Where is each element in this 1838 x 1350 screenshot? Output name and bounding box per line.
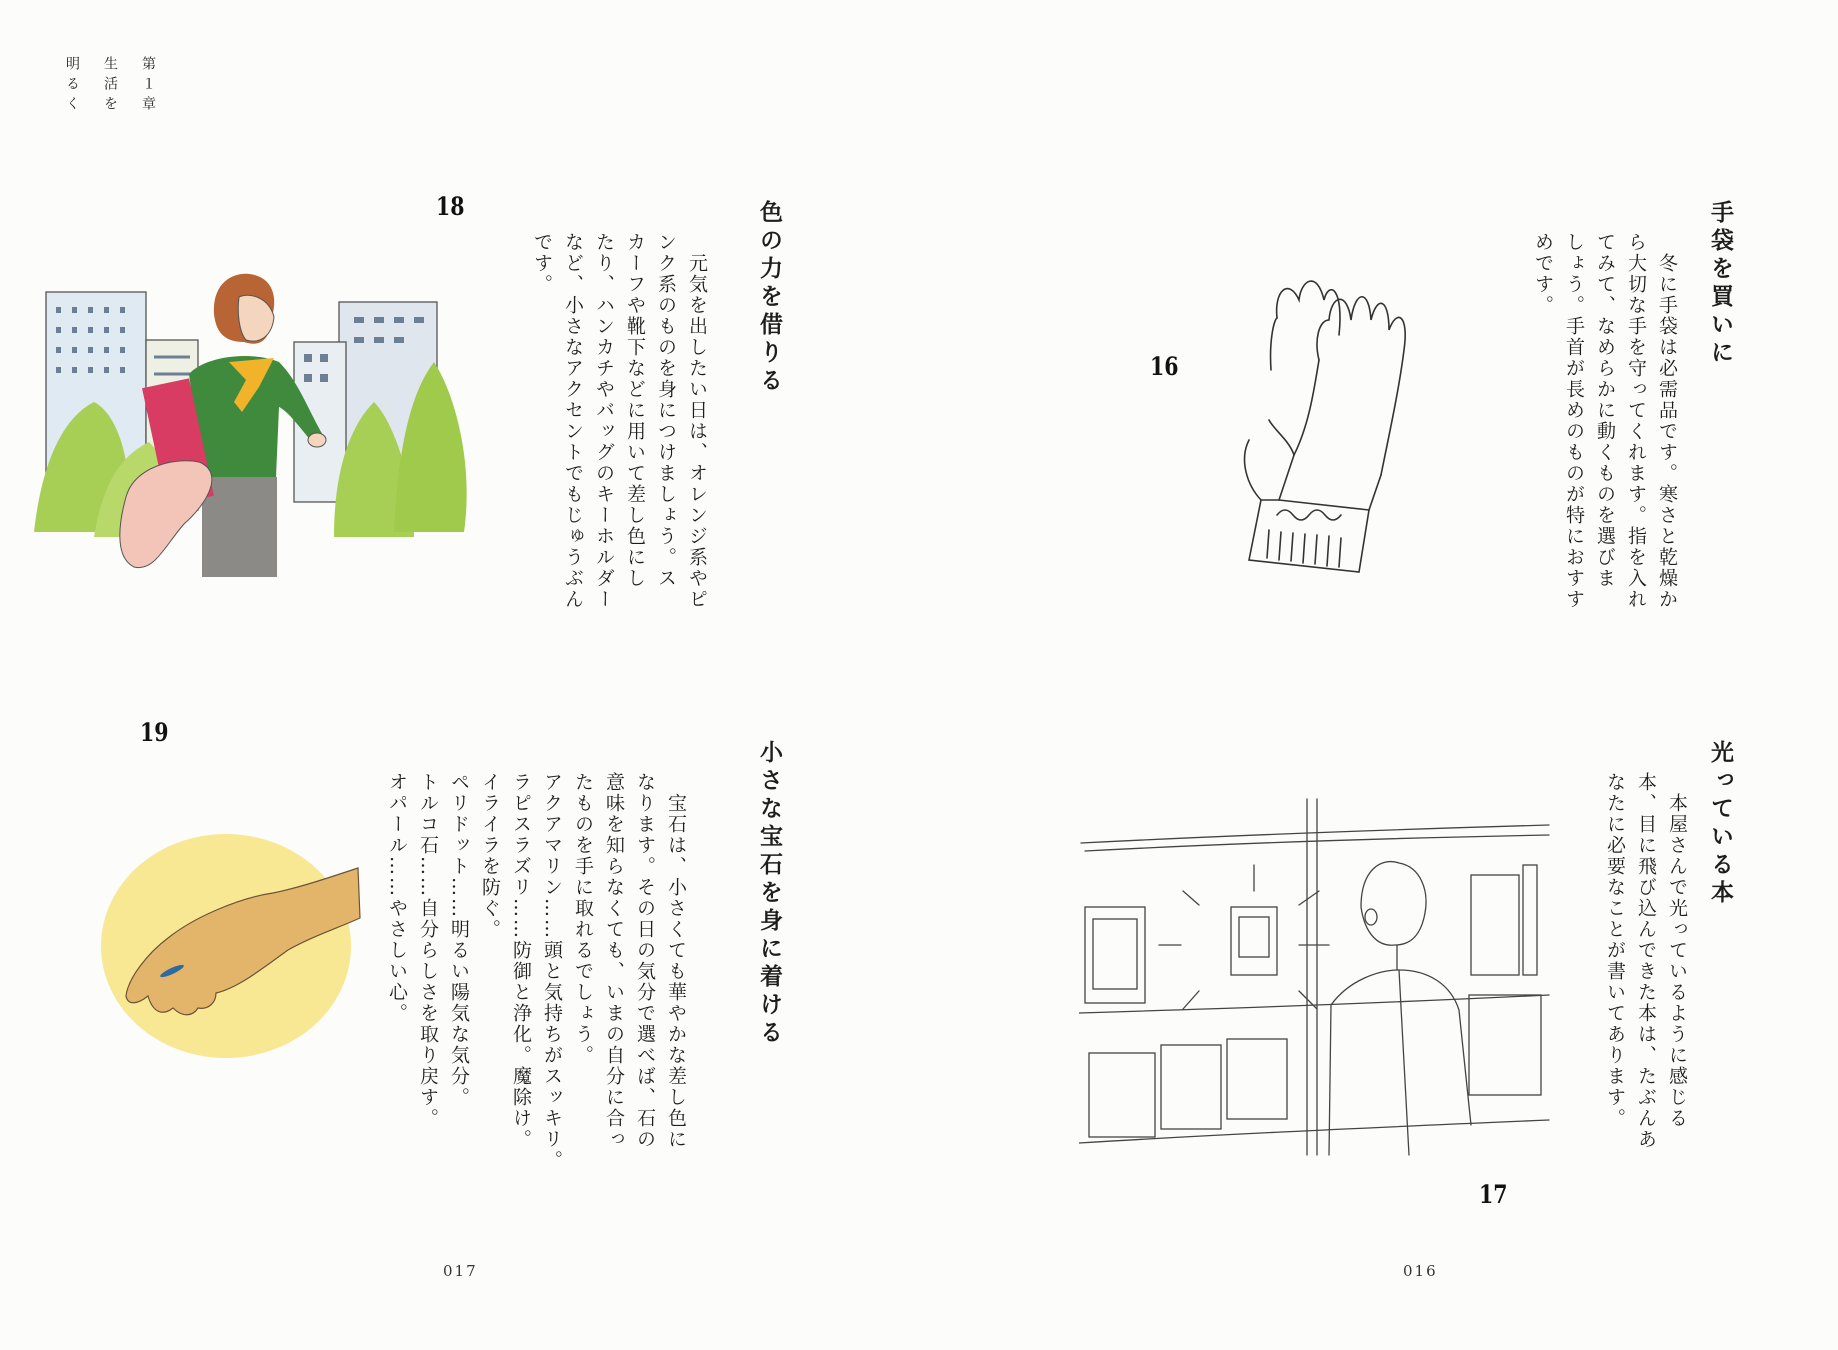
item-number-18: 18 bbox=[436, 192, 465, 221]
chapter-subtitle-2: 明るく bbox=[64, 56, 80, 116]
glove-illustration bbox=[1219, 260, 1519, 600]
item-number-19: 19 bbox=[140, 718, 169, 747]
right-page bbox=[919, 0, 1838, 1350]
item-number-17: 17 bbox=[1479, 1180, 1508, 1209]
item-number-16: 16 bbox=[1150, 352, 1179, 381]
chapter-subtitle-1: 生活を bbox=[102, 56, 118, 116]
bookstore-illustration bbox=[1079, 795, 1559, 1165]
page-folio-017: 017 bbox=[443, 1262, 478, 1280]
woman-city-illustration bbox=[34, 262, 514, 602]
item-16-body: 冬に手袋は必需品です。寒さと乾燥か ら大切な手を守ってくれます。指を入れ てみて、なめらかに動くものを選びま しょう。手首が長めのものが特におすす めです。 bbox=[1532, 232, 1678, 610]
chapter-label: 第１章 bbox=[140, 56, 156, 116]
item-17-body: 本屋さんで光っているように感じる 本、目に飛び込んできた本は、たぶんあ なたに必要なことが書いてあります。 bbox=[1604, 772, 1688, 1150]
item-18-title: 色の力を借りる bbox=[756, 200, 782, 396]
page-folio-016: 016 bbox=[1403, 1262, 1438, 1280]
item-17-title: 光っている本 bbox=[1707, 740, 1733, 908]
ring-hand-illustration bbox=[98, 818, 368, 1063]
item-16-title: 手袋を買いに bbox=[1707, 200, 1733, 368]
item-19-title: 小さな宝石を身に着ける bbox=[756, 740, 782, 1048]
item-18-body: 元気を出したい日は、オレンジ系やピ ンク系のものを身につけましょう。ス カーフや靴下などに用いて差し色にし たり、ハンカチやバッグのキーホルダー など、小さなアクセントでもじゅうぶん です。 bbox=[531, 232, 708, 610]
item-19-body: 宝石は、小さくても華やかな差し色に なります。その日の気分で選べば、石の 意味を知らなくても、いまの自分に合っ たものを手に取れるでしょう。 アクアマリン……頭と気持ちがスッキリ。 ラピスラズリ……防御と浄化。魔除け。 イライラを防ぐ。 ペリドット……明るい陽気な気分。 トルコ石……自分らしさを取り戻す。 オパール……やさしい心。 bbox=[386, 772, 687, 1171]
